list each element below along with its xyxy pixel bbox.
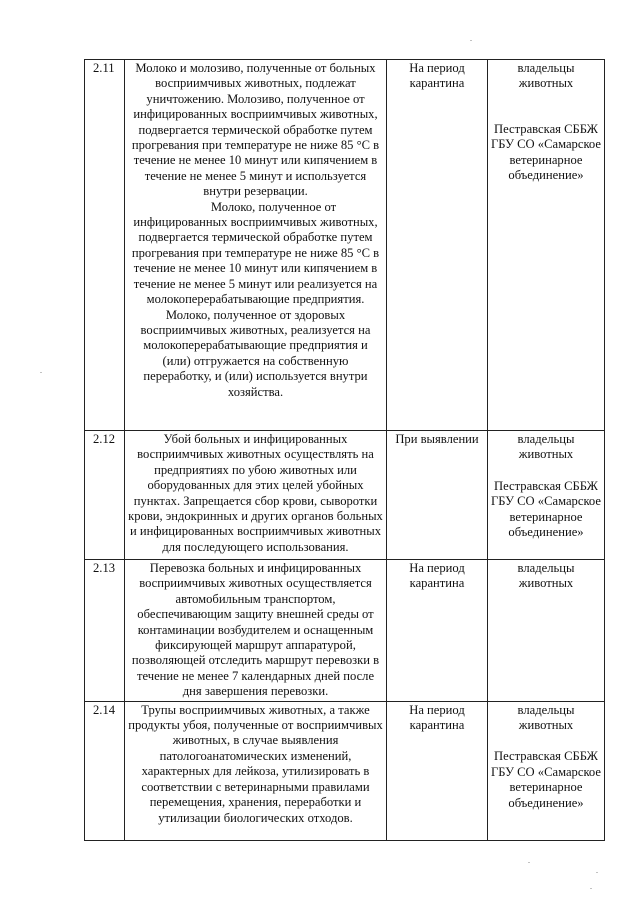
measure-paragraph: Молоко, полученное от здоровых восприимчивых животных, реализуется на молокоперерабатывающие предприятия и (или) отгружается на собственную переработку, и (или) используется внутри хозяйства. — [140, 307, 371, 399]
measure-description — [125, 60, 387, 431]
item-number: 2.13 — [85, 560, 125, 702]
measure-paragraph: Молоко и молозиво, полученные от больных восприимчивых животных, подлежат уничтожению. Молозиво, полученное от инфицированных восприимчивых животных, подвергается термической обработке путем прогревания при температуре не ниже 85 °С в течение не менее 10 минут или кипячением в течение не менее 5 минут и используется внутри резервации. — [131, 61, 380, 199]
responsible-vet-service: Пестравская СББЖ ГБУ СО «Самарское ветеринарное объединение» — [491, 749, 601, 810]
measure-responsible — [488, 560, 605, 702]
measure-description — [125, 701, 387, 840]
measure-description — [125, 431, 387, 560]
measure-term: При выявлении — [387, 431, 488, 560]
item-number: 2.14 — [85, 701, 125, 840]
measure-term: На период карантина — [387, 560, 488, 702]
measure-responsible — [488, 701, 605, 840]
measure-responsible — [488, 431, 605, 560]
responsible-vet-service: Пестравская СББЖ ГБУ СО «Самарское ветеринарное объединение» — [491, 478, 601, 540]
measures-table — [84, 59, 605, 841]
responsible-owners: владельцы животных — [517, 61, 575, 91]
table-row — [85, 60, 605, 431]
table-row — [85, 701, 605, 840]
item-number: 2.11 — [85, 60, 125, 431]
responsible-vet-service: Пестравская СББЖ ГБУ СО «Самарское ветеринарное объединение» — [491, 121, 601, 183]
scan-speck — [528, 862, 530, 863]
measure-term: На период карантина — [387, 60, 488, 431]
measure-paragraph: Перевозка больных и инфицированных восприимчивых животных осуществляется автомобильным транспортом, обеспечивающим защиту внешней среды от контаминации возбудителем и оснащенным фиксирующей маршрут аппаратурой, позволяющей отследить маршрут перевозки в течение не менее 7 календарных дней после дня завершения перевозки. — [131, 561, 380, 699]
measure-paragraph: Убой больных и инфицированных восприимчивых животных осуществлять на предприятиях по убою животных или оборудованных для этих целей убойных пунктах. Запрещается сбор крови, сыворотки крови, эндокринных и других органов больных и инфицированных восприимчивых животных для последующего использования. — [128, 432, 383, 554]
responsible-owners: владельцы животных — [517, 702, 575, 733]
measure-paragraph: Трупы восприимчивых животных, а также продукты убоя, полученные от восприимчивых животных, в случае выявления патологоанатомических изменений, характерных для лейкоза, утилизировать в соответствии с ветеринарными правилами перемещения, хранения, переработки и утилизации биологических отходов. — [128, 702, 383, 825]
responsible-owners: владельцы животных — [517, 432, 575, 462]
scan-speck — [596, 872, 598, 873]
measure-term: На период карантина — [387, 701, 488, 840]
responsible-owners: владельцы животных — [517, 561, 575, 591]
table-row — [85, 431, 605, 560]
measure-description — [125, 560, 387, 702]
measure-paragraph: Молоко, полученное от инфицированных восприимчивых животных, подвергается термической обработке путем прогревания при температуре не ниже 85 °С в течение не менее 10 минут или кипячением в течение не менее 5 минут или реализуется на молокоперерабатывающие предприятия. — [131, 199, 380, 307]
table-row — [85, 560, 605, 702]
scan-speck — [590, 888, 592, 889]
measure-responsible — [488, 60, 605, 431]
scan-speck — [40, 372, 42, 373]
scan-speck — [470, 40, 472, 41]
item-number: 2.12 — [85, 431, 125, 560]
